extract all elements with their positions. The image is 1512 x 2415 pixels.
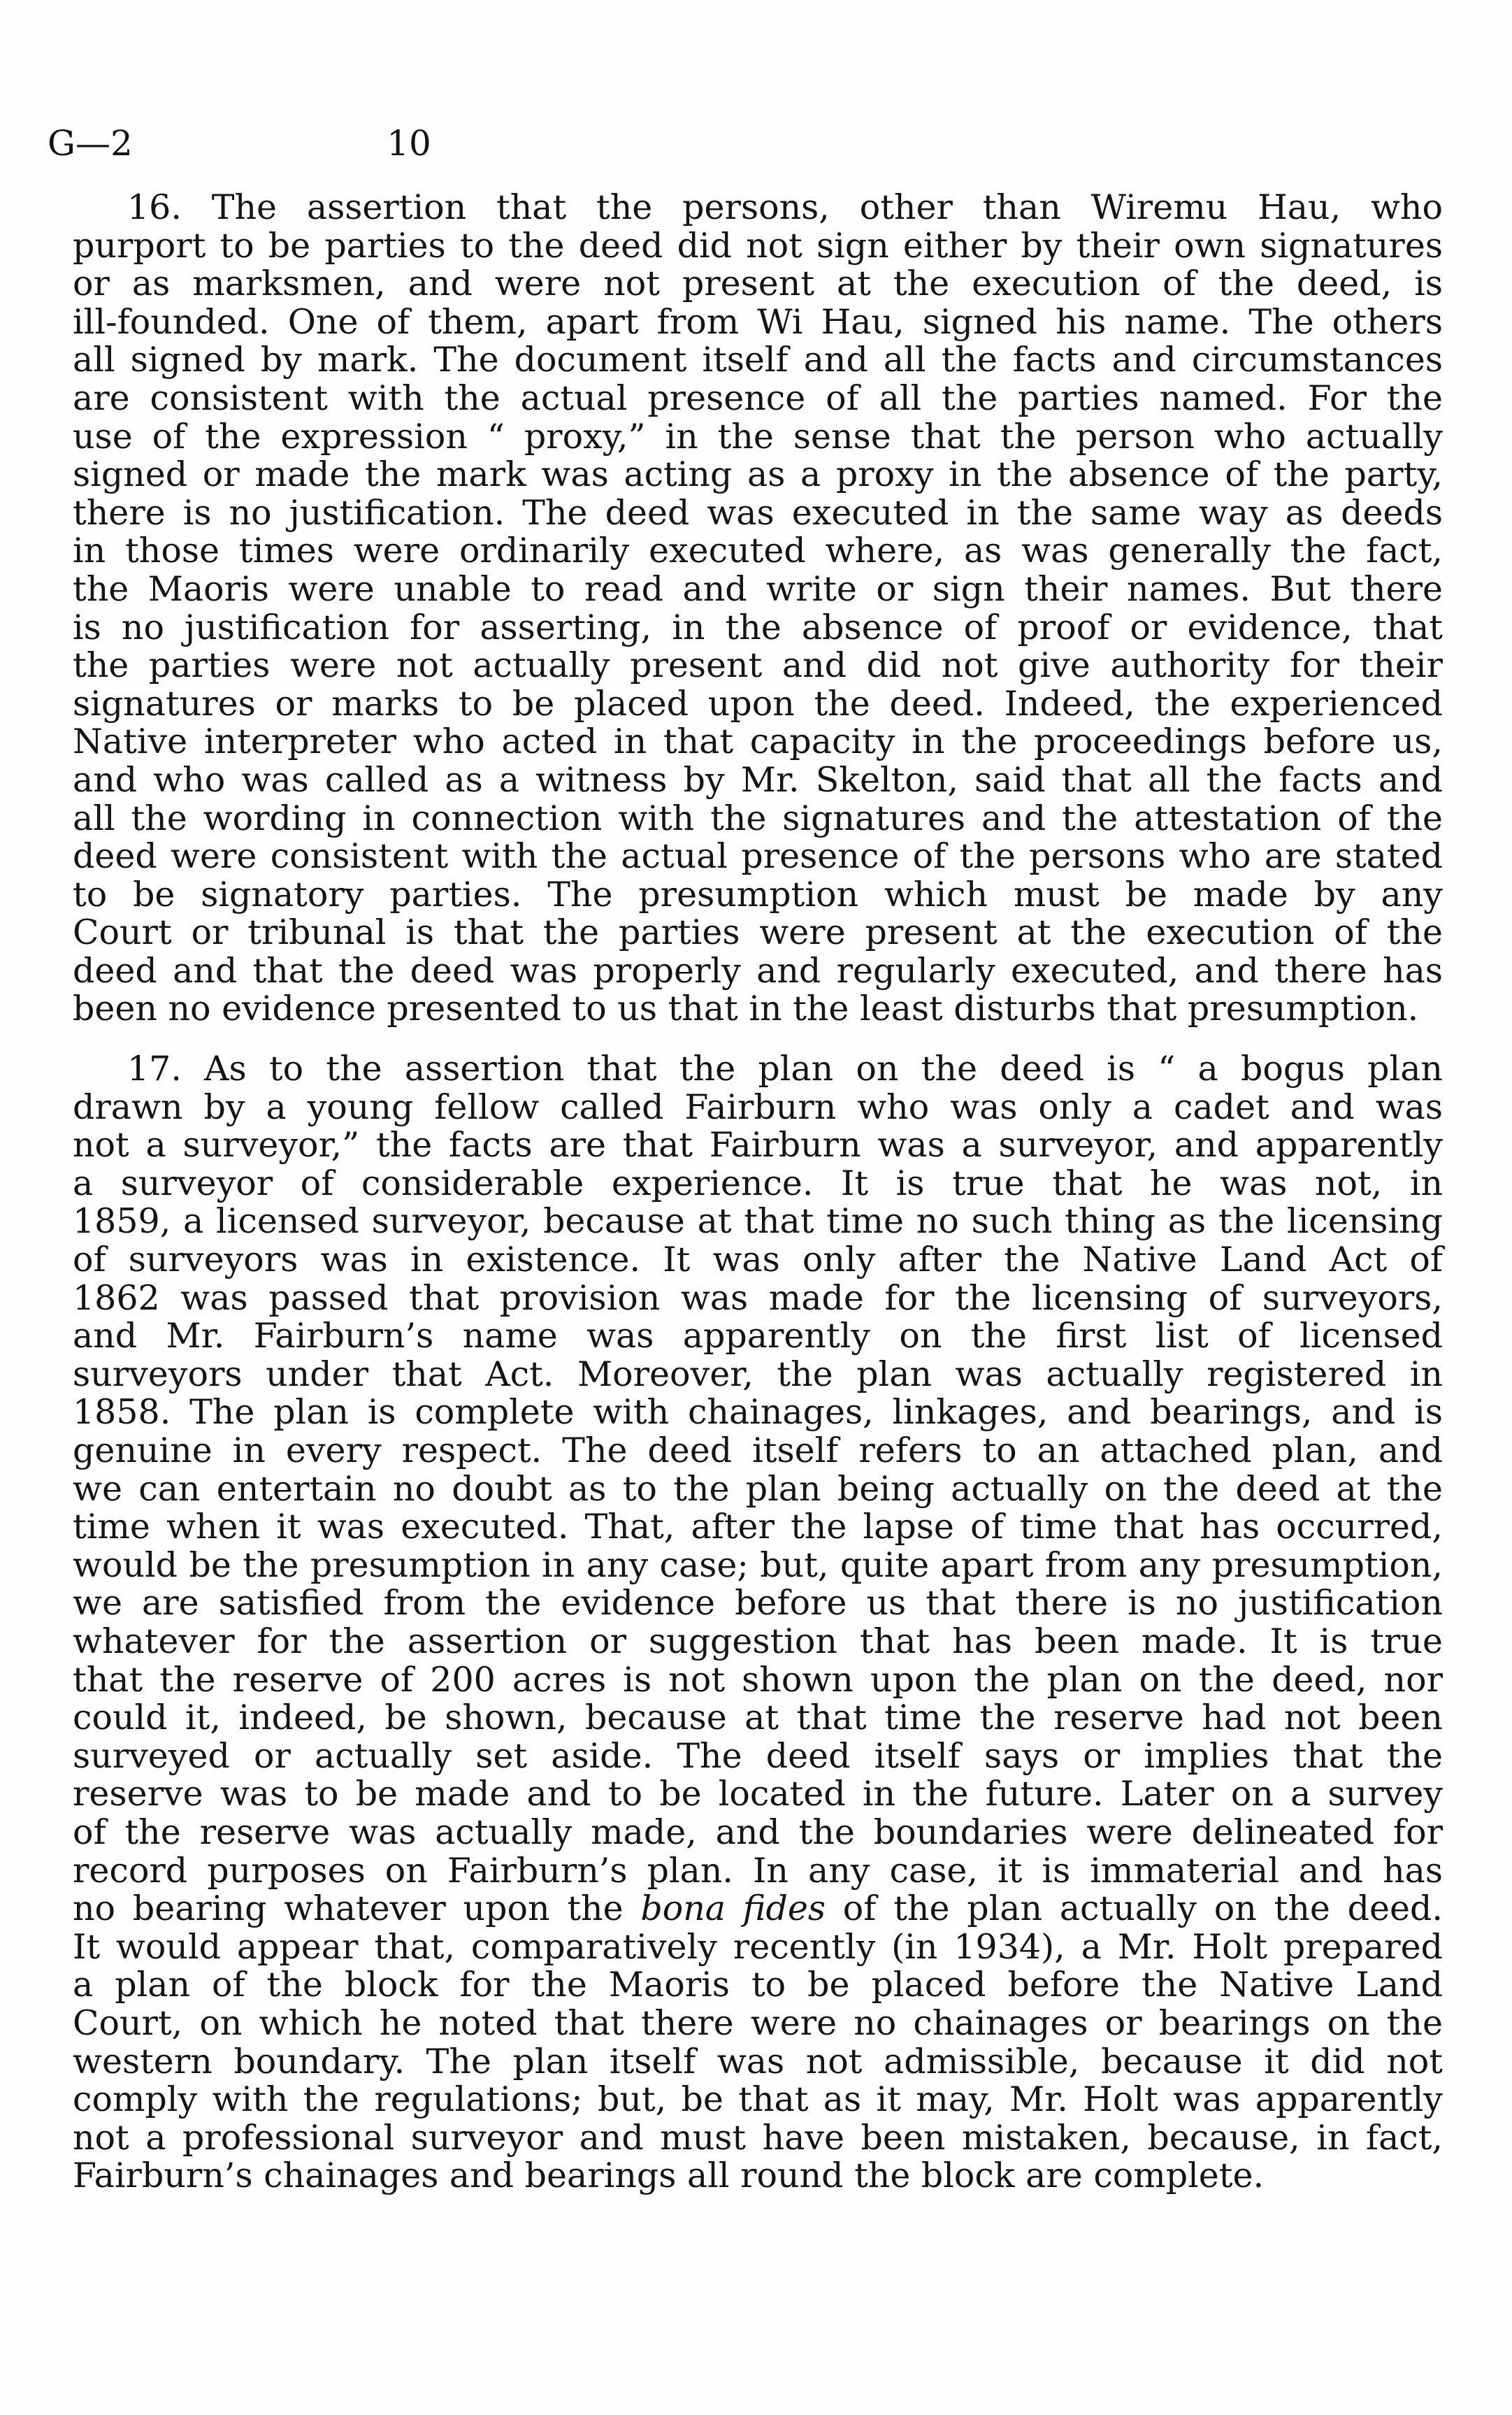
- text-line: surveyors under that Act. Moreover, the plan was actually registered in: [73, 1354, 1443, 1394]
- text-line: deed were consistent with the actual presence of the persons who are stated: [73, 836, 1443, 877]
- text-line: time when it was executed. That, after the lapse of time that has occurred,: [73, 1507, 1443, 1547]
- text-line: genuine in every respect. The deed itself refers to an attached plan, and: [73, 1431, 1443, 1470]
- page-number: 10: [387, 123, 431, 164]
- text-line: drawn by a young fellow called Fairburn who was only a cadet and was: [73, 1087, 1443, 1127]
- text-line: could it, indeed, be shown, because at that time the reserve had not been: [73, 1698, 1443, 1738]
- text-line: signed or made the mark was acting as a proxy in the absence of the party,: [73, 454, 1443, 495]
- text-line: to be signatory parties. The presumption which must be made by any: [73, 874, 1443, 915]
- text-line: all signed by mark. The document itself and all the facts and circumstances: [73, 340, 1443, 380]
- text-line: a plan of the block for the Maoris to be placed before the Native Land: [73, 1965, 1443, 2005]
- text-line: 1862 was passed that provision was made for the licensing of surveyors,: [73, 1277, 1443, 1318]
- paragraph-16: [73, 189, 1443, 1029]
- text-line: whatever for the assertion or suggestion that has been made. It is true: [73, 1621, 1443, 1661]
- page-header: [48, 119, 770, 168]
- text-line: the Maoris were unable to read and write or sign their names. But there: [73, 568, 1443, 609]
- text-line: Native interpreter who acted in that capacity in the proceedings before us,: [73, 722, 1443, 762]
- text-line: record purposes on Fairburn’s plan. In any case, it is immaterial and has: [73, 1850, 1443, 1891]
- text-line: are consistent with the actual presence of all the parties named. For the: [73, 378, 1443, 418]
- text-line: and Mr. Fairburn’s name was apparently on the first list of licensed: [73, 1316, 1443, 1356]
- text-segment: of the plan actually on the deed.: [825, 1889, 1443, 1929]
- text-line: we are satisfied from the evidence before us that there is no justification: [73, 1583, 1443, 1624]
- text-line: use of the expression “ proxy,” in the sense that the person who actually: [73, 416, 1443, 457]
- text-line: there is no justification. The deed was executed in the same way as deeds: [73, 492, 1443, 533]
- text-line: 1859, a licensed surveyor, because at that time no such thing as the licensing: [73, 1201, 1443, 1242]
- text-line: of the reserve was actually made, and the boundaries were delineated for: [73, 1812, 1443, 1852]
- text-line: western boundary. The plan itself was not admissible, because it did not: [73, 2041, 1443, 2081]
- text-line: Court or tribunal is that the parties were present at the execution of the: [73, 912, 1443, 953]
- text-line: we can entertain no doubt as to the plan being actually on the deed at the: [73, 1468, 1443, 1509]
- text-line: not a surveyor,” the facts are that Fairburn was a surveyor, and apparently: [73, 1125, 1443, 1166]
- document-body: [73, 189, 1443, 2217]
- text-line: comply with the regulations; but, be that as it may, Mr. Holt was apparently: [73, 2079, 1443, 2120]
- text-line: It would appear that, comparatively recently (in 1934), a Mr. Holt prepared: [73, 1926, 1443, 1967]
- text-line: that the reserve of 200 acres is not shown upon the plan on the deed, nor: [73, 1659, 1443, 1700]
- text-line: Fairburn’s chainages and bearings all round the block are complete.: [73, 2156, 1265, 2196]
- text-line: would be the presumption in any case; but, quite apart from any presumption,: [73, 1545, 1443, 1585]
- text-line: 16. The assertion that the persons, other than Wiremu Hau, who: [127, 187, 1443, 227]
- text-line: and who was called as a witness by Mr. Skelton, said that all the facts and: [73, 759, 1443, 800]
- text-line: in those times were ordinarily executed where, as was generally the fact,: [73, 531, 1443, 571]
- text-line: 1858. The plan is complete with chainages, linkages, and bearings, and is: [73, 1392, 1443, 1433]
- text-line: all the wording in connection with the signatures and the attestation of the: [73, 798, 1443, 838]
- text-line: not a professional surveyor and must have been mistaken, because, in fact,: [73, 2117, 1443, 2158]
- text-line: Court, on which he noted that there were no chainages or bearings on the: [73, 2002, 1443, 2043]
- text-segment: no bearing whatever upon the: [73, 1889, 641, 1929]
- text-line: of surveyors was in existence. It was only after the Native Land Act of: [73, 1240, 1443, 1280]
- text-line: signatures or marks to be placed upon the deed. Indeed, the experienced: [73, 683, 1443, 724]
- text-line: surveyed or actually set aside. The deed itself says or implies that the: [73, 1735, 1443, 1776]
- text-line: ill-founded. One of them, apart from Wi Hau, signed his name. The others: [73, 301, 1443, 342]
- paragraph-17: [73, 1050, 1443, 2195]
- text-line: deed and that the deed was properly and regularly executed, and there has: [73, 950, 1443, 991]
- text-line: is no justification for asserting, in the absence of proof or evidence, that: [73, 607, 1443, 647]
- text-line: or as marksmen, and were not present at the execution of the deed, is: [73, 264, 1443, 304]
- text-line: a surveyor of considerable experience. It is true that he was not, in: [73, 1163, 1443, 1203]
- text-line: 17. As to the assertion that the plan on the deed is “ a bogus plan: [127, 1049, 1443, 1089]
- document-code: G—2: [48, 123, 133, 164]
- text-line: purport to be parties to the deed did not sign either by their own signatures: [73, 225, 1443, 266]
- text-line: reserve was to be made and to be located in the future. Later on a survey: [73, 1774, 1443, 1814]
- italic-term: bona fides: [640, 1889, 826, 1929]
- text-line: been no evidence presented to us that in the least disturbs that presumption.: [73, 989, 1419, 1029]
- text-line: the parties were not actually present and did not give authority for their: [73, 645, 1443, 686]
- text-line-mixed: [73, 1890, 1443, 1928]
